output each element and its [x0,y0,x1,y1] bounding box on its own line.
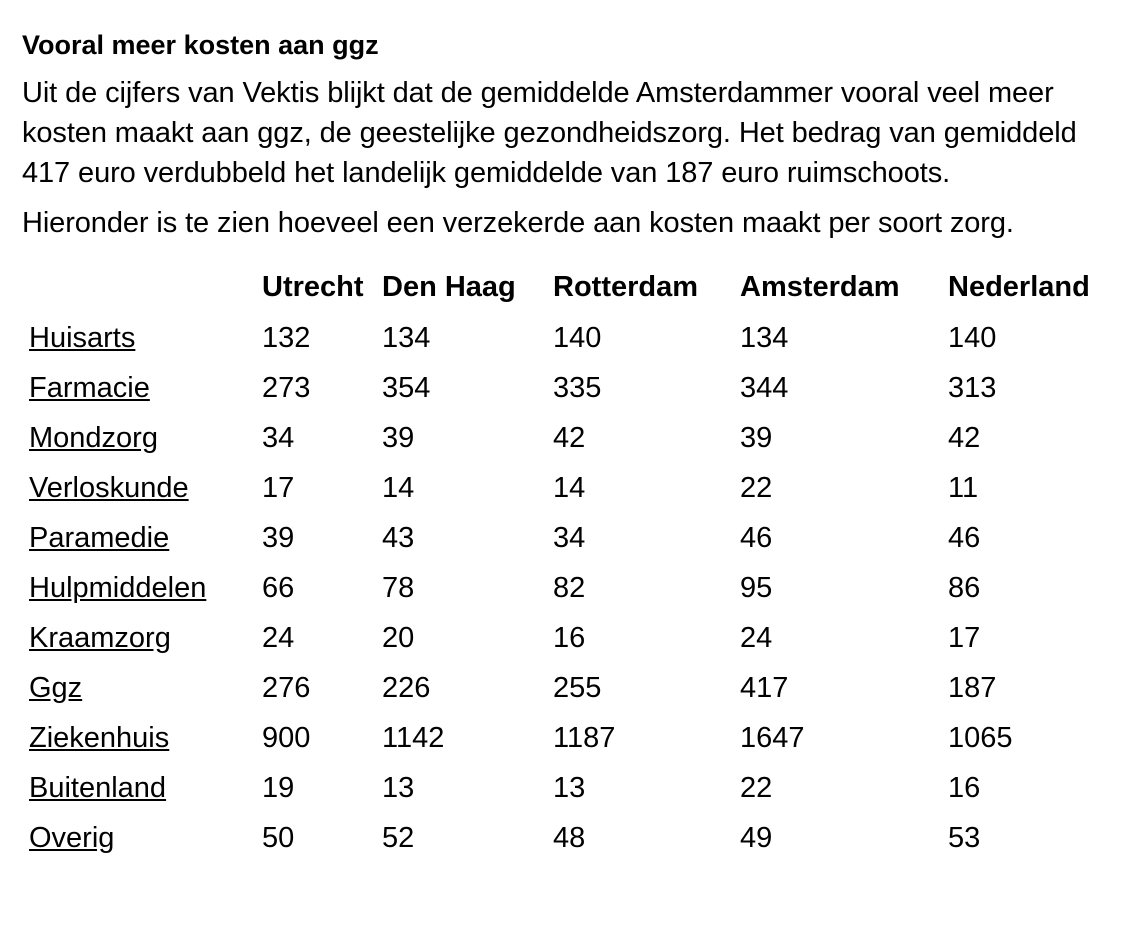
table-row [24,363,1118,413]
table-row [24,763,1118,813]
costs-table [24,261,1118,863]
value-cell-rotterdam: 48 [553,821,586,854]
table-intro-paragraph: Hieronder is te zien hoeveel een verzekerde aan kosten maakt per soort zorg. [22,207,1014,239]
header-utrecht: Utrecht [262,270,364,303]
table-row [24,613,1118,663]
value-cell-den-haag: 14 [382,471,415,504]
row-label-cell [24,663,262,713]
value-cell-den-haag: 20 [382,621,415,654]
value-cell-amsterdam: 39 [740,421,773,454]
value-cell-utrecht: 17 [262,471,295,504]
row-label-cell [24,363,262,413]
value-cell-nederland: 16 [948,771,981,804]
value-cell-utrecht: 19 [262,771,295,804]
value-cell-den-haag: 1142 [382,721,445,754]
value-cell-nederland: 46 [948,521,981,554]
value-cell-nederland: 1065 [948,721,1013,754]
value-cell-utrecht: 66 [262,571,295,604]
table-header-row [24,261,1118,313]
row-link-paramedie[interactable]: Paramedie [29,521,170,554]
value-cell-nederland: 42 [948,421,981,454]
row-label-cell [24,813,262,863]
row-link-overig[interactable]: Overig [29,821,115,854]
value-cell-amsterdam: 22 [740,471,773,504]
value-cell-rotterdam: 16 [553,621,586,654]
row-label-cell [24,563,262,613]
header-rotterdam: Rotterdam [553,270,699,303]
value-cell-amsterdam: 49 [740,821,773,854]
value-cell-amsterdam: 1647 [740,721,805,754]
header-amsterdam: Amsterdam [740,270,900,303]
row-link-ziekenhuis[interactable]: Ziekenhuis [29,721,170,754]
costs-table-body [24,313,1118,863]
value-cell-den-haag: 13 [382,771,415,804]
value-cell-utrecht: 132 [262,321,311,354]
value-cell-rotterdam: 14 [553,471,586,504]
table-row [24,413,1118,463]
value-cell-amsterdam: 22 [740,771,773,804]
table-row [24,513,1118,563]
article-heading: Vooral meer kosten aan ggz [22,30,379,60]
header-den-haag: Den Haag [382,270,516,303]
row-link-mondzorg[interactable]: Mondzorg [29,421,158,454]
row-label-cell [24,313,262,363]
row-label-cell [24,413,262,463]
value-cell-den-haag: 134 [382,321,431,354]
row-label-cell [24,613,262,663]
table-row [24,463,1118,513]
table-row [24,313,1118,363]
value-cell-amsterdam: 344 [740,371,789,404]
value-cell-utrecht: 39 [262,521,295,554]
row-link-hulpmiddelen[interactable]: Hulpmiddelen [29,571,207,604]
value-cell-rotterdam: 82 [553,571,586,604]
intro-paragraph: Uit de cijfers van Vektis blijkt dat de gemiddelde Amsterdammer vooral veel meer kosten maakt aan ggz, de geestelijke gezondheidszorg. Het bedrag van gemiddeld 417 euro verdubbeld het landelijk gemiddelde van 187 euro ruimschoots. [22,77,1077,189]
table-row [24,813,1118,863]
row-link-verloskunde[interactable]: Verloskunde [29,471,189,504]
value-cell-rotterdam: 335 [553,371,602,404]
value-cell-utrecht: 273 [262,371,311,404]
header-cell-empty [24,261,262,313]
table-row [24,663,1118,713]
value-cell-amsterdam: 134 [740,321,789,354]
value-cell-rotterdam: 140 [553,321,602,354]
value-cell-rotterdam: 34 [553,521,586,554]
value-cell-amsterdam: 417 [740,671,789,704]
value-cell-amsterdam: 24 [740,621,773,654]
row-label-cell [24,763,262,813]
value-cell-nederland: 140 [948,321,997,354]
value-cell-amsterdam: 95 [740,571,773,604]
value-cell-utrecht: 276 [262,671,311,704]
value-cell-nederland: 11 [948,471,979,504]
value-cell-utrecht: 50 [262,821,295,854]
value-cell-den-haag: 354 [382,371,431,404]
row-link-buitenland[interactable]: Buitenland [29,771,167,804]
value-cell-nederland: 86 [948,571,981,604]
value-cell-rotterdam: 42 [553,421,586,454]
row-link-kraamzorg[interactable]: Kraamzorg [29,621,171,654]
value-cell-nederland: 53 [948,821,981,854]
value-cell-nederland: 313 [948,371,997,404]
value-cell-utrecht: 900 [262,721,311,754]
row-link-farmacie[interactable]: Farmacie [29,371,150,404]
value-cell-den-haag: 39 [382,421,415,454]
value-cell-den-haag: 52 [382,821,415,854]
row-link-ggz[interactable]: Ggz [29,671,83,704]
value-cell-amsterdam: 46 [740,521,773,554]
value-cell-den-haag: 78 [382,571,415,604]
value-cell-utrecht: 34 [262,421,295,454]
row-label-cell [24,513,262,563]
value-cell-rotterdam: 13 [553,771,586,804]
row-link-huisarts[interactable]: Huisarts [29,321,136,354]
value-cell-rotterdam: 255 [553,671,602,704]
value-cell-nederland: 17 [948,621,981,654]
table-row [24,563,1118,613]
value-cell-den-haag: 226 [382,671,431,704]
header-nederland: Nederland [948,270,1090,303]
table-row [24,713,1118,763]
value-cell-utrecht: 24 [262,621,295,654]
row-label-cell [24,713,262,763]
value-cell-rotterdam: 1187 [553,721,616,754]
row-label-cell [24,463,262,513]
value-cell-den-haag: 43 [382,521,415,554]
value-cell-nederland: 187 [948,671,997,704]
